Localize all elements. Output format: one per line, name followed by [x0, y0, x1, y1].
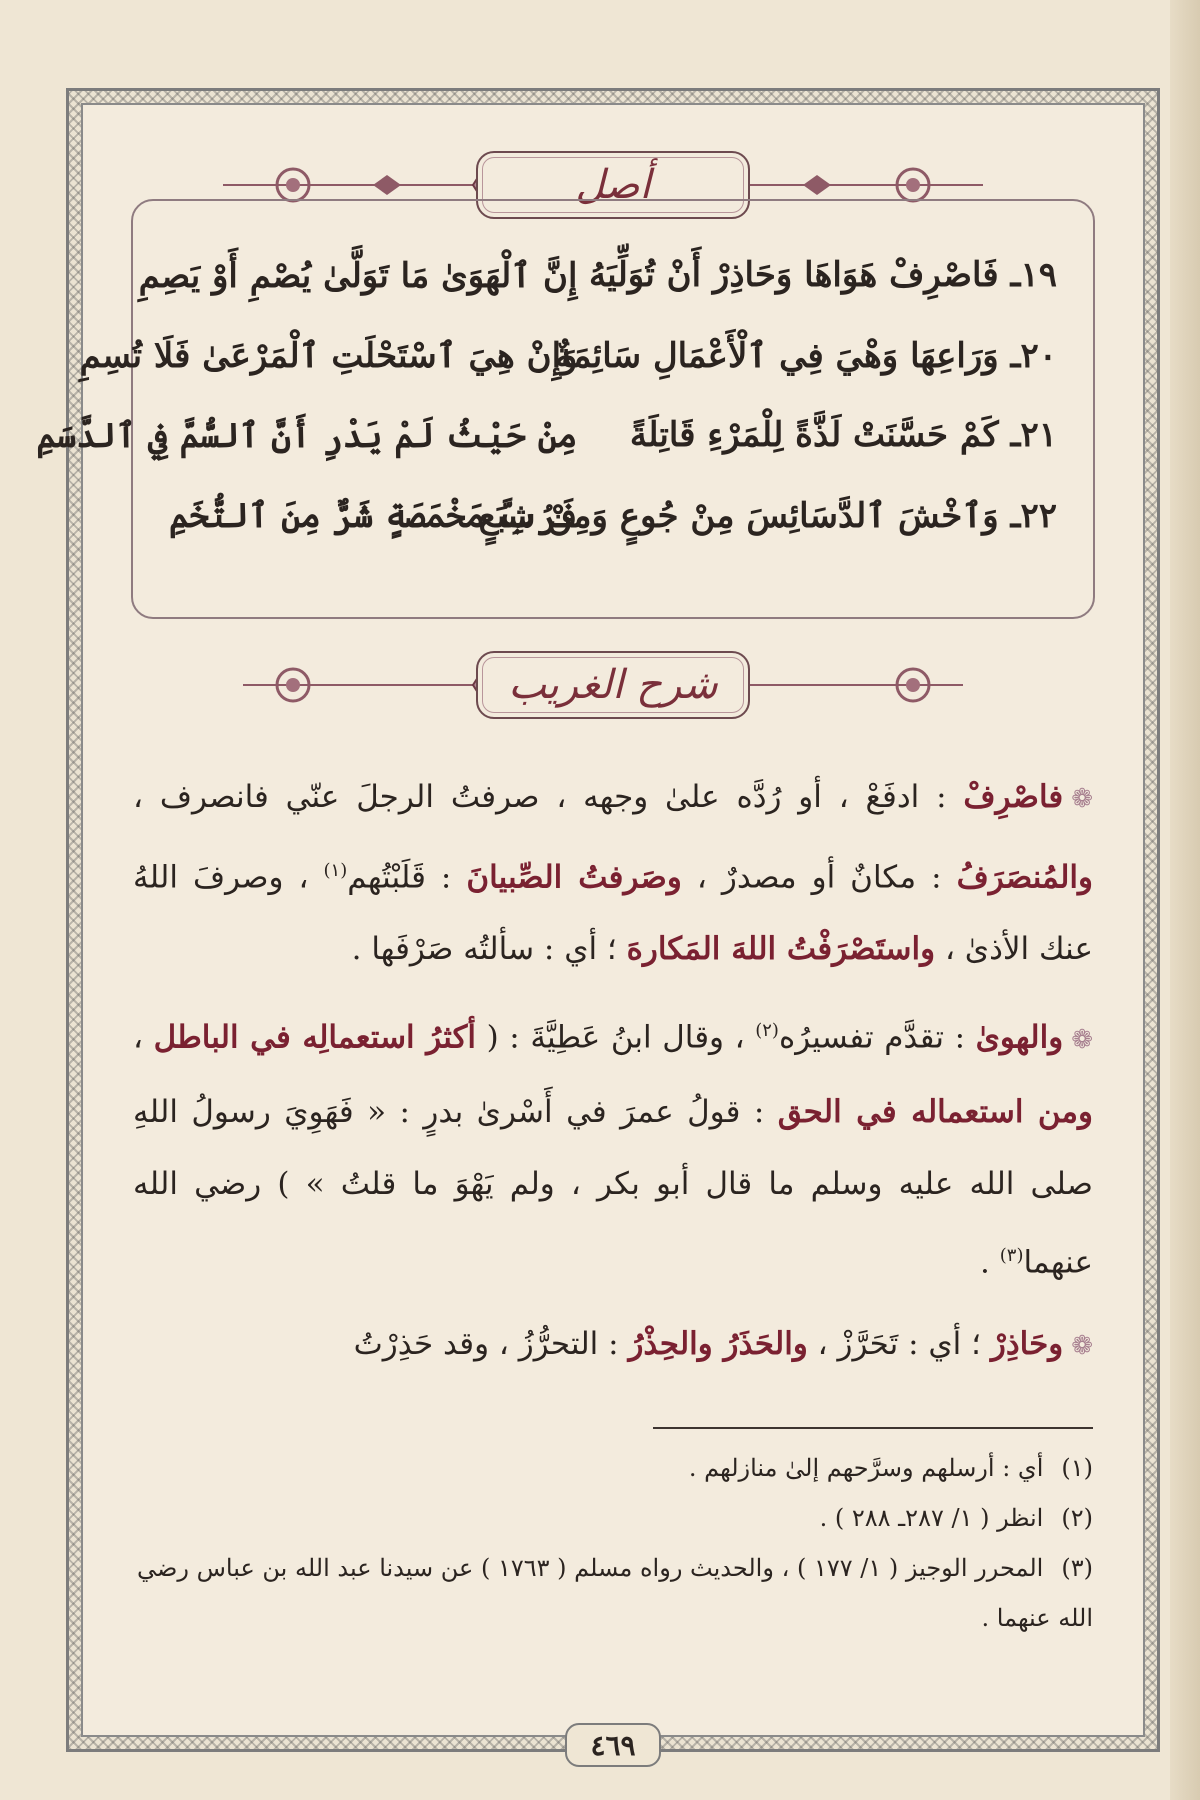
entry-term: واستَصْرَفْتُ اللهَ المَكارهَ — [626, 931, 936, 968]
verse-row — [138, 245, 1057, 305]
verse-second-hemistich: مِنْ حَيْثُ لَمْ يَدْرِ أَنَّ ٱلسُّمَّ فِي ٱلدَّسَمِ — [36, 415, 578, 456]
footnote-ref: (٢) — [755, 1020, 779, 1042]
verse-row — [79, 325, 1057, 385]
section-title-box — [476, 651, 750, 719]
entry-text: : مكانٌ أو مصدرٌ ، — [681, 859, 957, 896]
verse-first-hemistich: ٢١ـ كَمْ حَسَّنَتْ لَذَّةً لِلْمَرْءِ قَاتِلَةً — [629, 415, 1057, 455]
page-content — [36, 103, 1145, 1737]
verse-second-hemistich: إِنَّ ٱلْهَوَىٰ مَا تَوَلَّىٰ يُصْمِ أَوْ يَصِمِ — [138, 255, 578, 296]
footnotes — [133, 1443, 1093, 1643]
entry-paragraph — [133, 761, 1093, 985]
flower-bullet-icon: ❁ — [1071, 1024, 1094, 1055]
commentary-body — [133, 761, 1093, 1392]
footnote-item — [133, 1543, 1093, 1643]
entry-text: : تقدَّم تفسيرُه — [778, 1019, 976, 1056]
entry-text: ؛ أي : تَحَرَّزْ ، — [807, 1325, 991, 1362]
entry-paragraph — [133, 1308, 1093, 1382]
footnote-item — [133, 1493, 1093, 1543]
section-ornament — [83, 645, 1143, 725]
entry-text: ، وقال ابنُ عَطِيَّةَ : ( — [476, 1019, 756, 1056]
header-title: أصل — [575, 162, 651, 208]
entry-paragraph — [133, 995, 1093, 1298]
flower-bullet-icon: ❁ — [1071, 1330, 1093, 1361]
verse-first-hemistich: ٢٢ـ وَٱخْشَ ٱلدَّسَائِسَ مِنْ جُوعٍ وَمِنْ شِبَعٍ — [478, 495, 1057, 536]
section-title: شرح الغريب — [508, 662, 718, 708]
entry-term: والهوىٰ — [975, 1019, 1064, 1056]
footnote-text: انظر ( ١/ ٢٨٧ـ ٢٨٨ ) . — [819, 1504, 1044, 1532]
entry-text: ؛ أي : سألتُه صَرْفَها . — [351, 931, 627, 968]
verse-row — [36, 405, 1057, 465]
verses-box — [36, 199, 1095, 619]
footnote-ref: (٣) — [999, 1244, 1024, 1266]
page-frame — [36, 88, 1160, 1762]
entry-term: وحَاذِرْ — [990, 1325, 1064, 1362]
footnote-item — [133, 1443, 1093, 1493]
verse-first-hemistich: ١٩ـ فَاصْرِفْ هَوَاهَا وَحَاذِرْ أَنْ تُوَلِّيَهُ — [588, 255, 1057, 295]
verse-second-hemistich: فَرُبَّ مَخْمَصَةٍ شَرٌّ مِنَ ٱلتُّخَمِ — [169, 495, 578, 536]
entry-text: : التحرُّزُ ، وقد حَذِرْتُ — [353, 1325, 629, 1362]
entry-text: ، — [133, 1019, 154, 1056]
footnote-number: (٢) — [1061, 1504, 1093, 1532]
verse-row — [169, 485, 1057, 545]
page-number: ٤٦٩ — [590, 1728, 636, 1762]
book-spine-edge — [1170, 0, 1200, 1800]
footnote-number: (٣) — [1061, 1554, 1093, 1582]
footnote-ref: (١) — [323, 860, 348, 881]
verse-second-hemistich: وَإِنْ هِيَ ٱسْتَحْلَتِ ٱلْمَرْعَىٰ فَلَا تُسِمِ — [79, 335, 578, 376]
entry-term: أكثرُ استعمالِه في الباطل — [153, 1019, 477, 1056]
entry-text: : قولُ عمرَ في أَسْرىٰ بدرٍ : « فَهَوِيَ رسولُ اللهِ صلى الله عليه وسلم ما قال أبو بكر ، ولم يَهْوَ ما قلتُ » ) رضي الله عنهما — [133, 1093, 1093, 1280]
entry-term: فاصْرِفْ — [963, 779, 1064, 815]
entry-term: ومن استعماله في الحق — [777, 1093, 1093, 1130]
verse-first-hemistich: ٢٠ـ وَرَاعِهَا وَهْيَ فِي ٱلْأَعْمَالِ سَائِمَةٌ — [554, 335, 1057, 376]
flower-bullet-icon: ❁ — [1071, 784, 1093, 814]
page-number-box — [565, 1723, 661, 1767]
entry-text: ، وصرفَ اللهُ عنك الأذىٰ ، — [133, 859, 1093, 968]
entry-term: والحَذَرُ والحِذْرُ — [628, 1325, 808, 1362]
footnote-divider — [653, 1427, 1093, 1429]
entry-term: والمُنصَرَفُ — [956, 859, 1094, 896]
entry-text: : قَلَبْتُهم — [347, 859, 467, 896]
entry-text: : ادفَعْ ، أو رُدَّه علىٰ وجهه ، صرفتُ الرجلَ عنّي فانصرف ، — [133, 779, 964, 815]
footnote-number: (١) — [1061, 1454, 1093, 1482]
footnote-text: المحرر الوجيز ( ١/ ١٧٧ ) ، والحديث رواه مسلم ( ١٧٦٣ ) عن سيدنا عبد الله بن عباس رضي الله عنهما . — [137, 1554, 1093, 1632]
footnote-text: أي : أرسلهم وسرَّحهم إلىٰ منازلهم . — [688, 1454, 1044, 1482]
entry-text: . — [980, 1243, 1000, 1280]
entry-term: وصَرفتُ الصِّبيانَ — [466, 859, 682, 896]
